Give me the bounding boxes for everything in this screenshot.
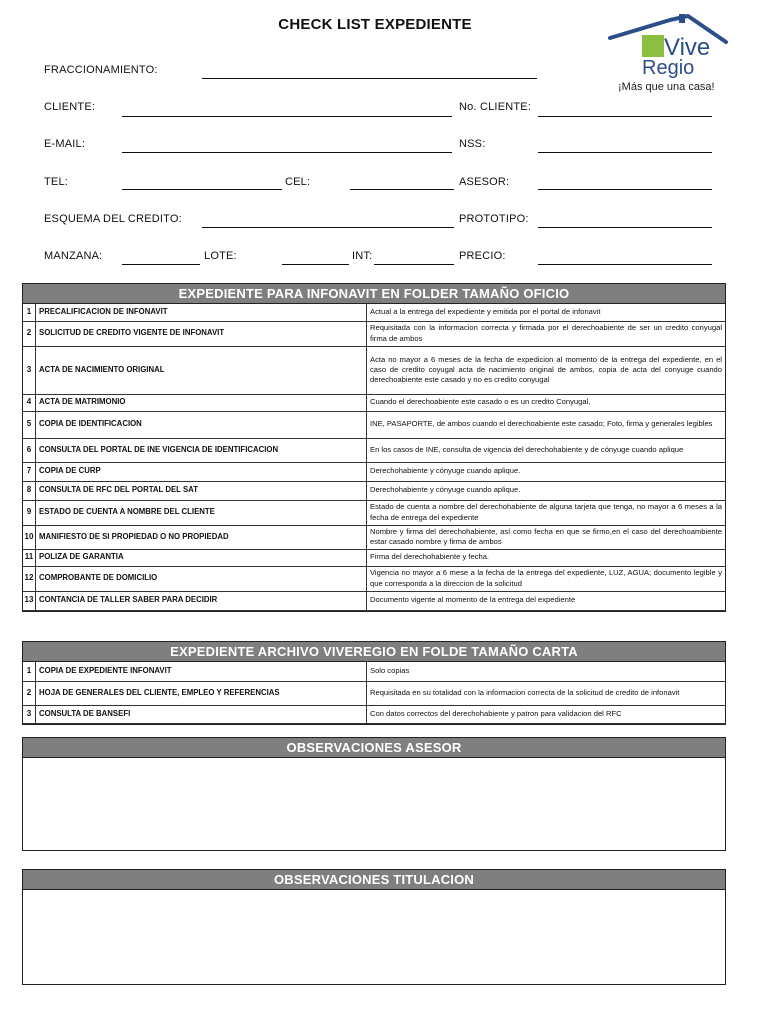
row-number: 11 — [23, 549, 36, 566]
row-number: 9 — [23, 500, 36, 525]
cel-label: CEL: — [285, 176, 311, 188]
row-number: 3 — [23, 705, 36, 723]
checklist-row — [23, 321, 725, 346]
document-name: ACTA DE MATRIMONIO — [36, 394, 367, 411]
checklist-row — [23, 705, 725, 723]
obs-titulacion-title: OBSERVACIONES TITULACION — [23, 870, 725, 890]
section-infonavit-title: EXPEDIENTE PARA INFONAVIT EN FOLDER TAMAÑO OFICIO — [23, 284, 725, 304]
precio-field[interactable] — [538, 264, 712, 265]
prototipo-label: PROTOTIPO: — [459, 213, 529, 225]
row-number: 1 — [23, 662, 36, 681]
document-name: CONTANCIA DE TALLER SABER PARA DECIDIR — [36, 591, 367, 610]
row-number: 3 — [23, 346, 36, 394]
asesor-field[interactable] — [538, 189, 712, 190]
document-requirement: INE, PASAPORTE, de ambos cuando el derechoabiente este casado; Foto, firma y generales legibles — [367, 411, 726, 438]
checklist-row — [23, 346, 725, 394]
infonavit-checklist-table — [23, 304, 725, 611]
section-viveregio-title: EXPEDIENTE ARCHIVO VIVEREGIO EN FOLDE TAMAÑO CARTA — [23, 642, 725, 662]
document-requirement: Firma del derechohabiente y fecha. — [367, 549, 726, 566]
fraccionamiento-label: FRACCIONAMIENTO: — [44, 64, 158, 76]
cliente-label: CLIENTE: — [44, 101, 96, 113]
checklist-row — [23, 304, 725, 321]
checklist-row — [23, 481, 725, 500]
email-label: E-MAIL: — [44, 138, 86, 150]
int-field[interactable] — [374, 264, 454, 265]
lote-field[interactable] — [282, 264, 349, 265]
cliente-field[interactable] — [122, 116, 452, 117]
manzana-field[interactable] — [122, 264, 200, 265]
row-number: 7 — [23, 462, 36, 481]
row-number: 10 — [23, 525, 36, 549]
obs-titulacion-area[interactable] — [23, 890, 725, 984]
document-name: MANIFIESTO DE SI PROPIEDAD O NO PROPIEDAD — [36, 525, 367, 549]
document-requirement: Vigencia no mayor a 6 mese a la fecha de la entrega del expediente, LUZ, AGUA; documento legible y que corresponda a la direccion de la solicitud — [367, 566, 726, 591]
section-infonavit — [22, 283, 726, 612]
checklist-row — [23, 525, 725, 549]
document-name: POLIZA DE GARANTIA — [36, 549, 367, 566]
document-requirement: Estado de cuenta a nombre del derechohabiente de alguna tarjeta que tenga, no mayor a 6 meses a la fecha de entrega del expediente — [367, 500, 726, 525]
checklist-row — [23, 411, 725, 438]
prototipo-field[interactable] — [538, 227, 712, 228]
tel-label: TEL: — [44, 176, 69, 188]
no-cliente-field[interactable] — [538, 116, 712, 117]
precio-label: PRECIO: — [459, 250, 506, 262]
document-requirement: Derechohabiente y cónyuge cuando aplique. — [367, 462, 726, 481]
row-number: 4 — [23, 394, 36, 411]
document-name: COPIA DE CURP — [36, 462, 367, 481]
tel-field[interactable] — [122, 189, 282, 190]
checklist-row — [23, 438, 725, 462]
obs-asesor-area[interactable] — [23, 758, 725, 850]
document-name: CONSULTA DEL PORTAL DE INE VIGENCIA DE IDENTIFICACION — [36, 438, 367, 462]
document-requirement: Cuando el derechoabiente este casado o es un credito Conyugal, — [367, 394, 726, 411]
esquema-credito-field[interactable] — [202, 227, 454, 228]
row-number: 5 — [23, 411, 36, 438]
document-requirement: Solo copias — [367, 662, 726, 681]
section-obs-titulacion — [22, 869, 726, 985]
document-requirement: En los casos de INE, consulta de vigencia del derechohabiente y de cónyuge cuando aplique — [367, 438, 726, 462]
nss-field[interactable] — [538, 152, 712, 153]
logo-tagline: ¡Más que una casa! — [618, 81, 715, 93]
cel-field[interactable] — [350, 189, 454, 190]
checklist-row — [23, 591, 725, 610]
section-obs-asesor — [22, 737, 726, 851]
checklist-row — [23, 500, 725, 525]
row-number: 1 — [23, 304, 36, 321]
checklist-row — [23, 549, 725, 566]
obs-asesor-title: OBSERVACIONES ASESOR — [23, 738, 725, 758]
document-requirement: Derechohabiente y cónyuge cuando aplique. — [367, 481, 726, 500]
company-logo — [608, 12, 730, 96]
document-name: CONSULTA DE RFC DEL PORTAL DEL SAT — [36, 481, 367, 500]
lote-label: LOTE: — [204, 250, 237, 262]
document-name: HOJA DE GENERALES DEL CLIENTE, EMPLEO Y REFERENCIAS — [36, 681, 367, 705]
logo-brand-vive: Vive — [664, 34, 711, 61]
checklist-row — [23, 566, 725, 591]
document-name: ESTADO DE CUENTA A NOMBRE DEL CLIENTE — [36, 500, 367, 525]
row-number: 8 — [23, 481, 36, 500]
document-requirement: Documento vigente al momento de la entrega del expediente — [367, 591, 726, 610]
document-requirement: Acta no mayor a 6 meses de la fecha de expedicion al momento de la entrega del expediente, en el caso de credito coyugal acta de nacimiento original de ambos, copia de acta del conyuge cuando derechoabiente este casado y no es credito conyugal — [367, 346, 726, 394]
checklist-row — [23, 394, 725, 411]
document-name: ACTA DE NACIMIENTO ORIGINAL — [36, 346, 367, 394]
nss-label: NSS: — [459, 138, 486, 150]
document-requirement: Requisitada en su totalidad con la informacion correcta de la solicitud de credito de infonavit — [367, 681, 726, 705]
no-cliente-label: No. CLIENTE: — [459, 101, 532, 113]
esquema-credito-label: ESQUEMA DEL CREDITO: — [44, 213, 182, 225]
email-field[interactable] — [122, 152, 452, 153]
row-number: 12 — [23, 566, 36, 591]
checklist-row — [23, 662, 725, 681]
document-requirement: Actual a la entrega del expediente y emitida por el portal de infonavit — [367, 304, 726, 321]
section-viveregio — [22, 641, 726, 725]
manzana-label: MANZANA: — [44, 250, 103, 262]
checklist-row — [23, 462, 725, 481]
viveregio-checklist-table — [23, 662, 725, 724]
int-label: INT: — [352, 250, 373, 262]
document-name: PRECALIFICACION DE INFONAVIT — [36, 304, 367, 321]
document-name: COPIA DE EXPEDIENTE INFONAVIT — [36, 662, 367, 681]
document-requirement: Con datos correctos del derechohabiente y patron para validacion del RFC — [367, 705, 726, 723]
row-number: 13 — [23, 591, 36, 610]
row-number: 2 — [23, 321, 36, 346]
row-number: 2 — [23, 681, 36, 705]
row-number: 6 — [23, 438, 36, 462]
checklist-row — [23, 681, 725, 705]
fraccionamiento-field[interactable] — [202, 78, 537, 79]
logo-brand-regio: Regio — [642, 57, 695, 79]
document-name: COMPROBANTE DE DOMICILIO — [36, 566, 367, 591]
document-name: CONSULTA DE BANSEFI — [36, 705, 367, 723]
document-name: SOLICITUD DE CREDITO VIGENTE DE INFONAVIT — [36, 321, 367, 346]
page-title: CHECK LIST EXPEDIENTE — [278, 16, 472, 33]
asesor-label: ASESOR: — [459, 176, 510, 188]
document-name: COPIA DE IDENTIFICACION — [36, 411, 367, 438]
document-requirement: Nombre y firma del derechohabiente, así como fecha en que se firmo,en el caso del derechoambiente estar casado nombre y firma de ambos — [367, 525, 726, 549]
document-requirement: Requisitada con la informacion correcta y firmada por el derechoabiente de ser un credito conyugal firma de ambos — [367, 321, 726, 346]
